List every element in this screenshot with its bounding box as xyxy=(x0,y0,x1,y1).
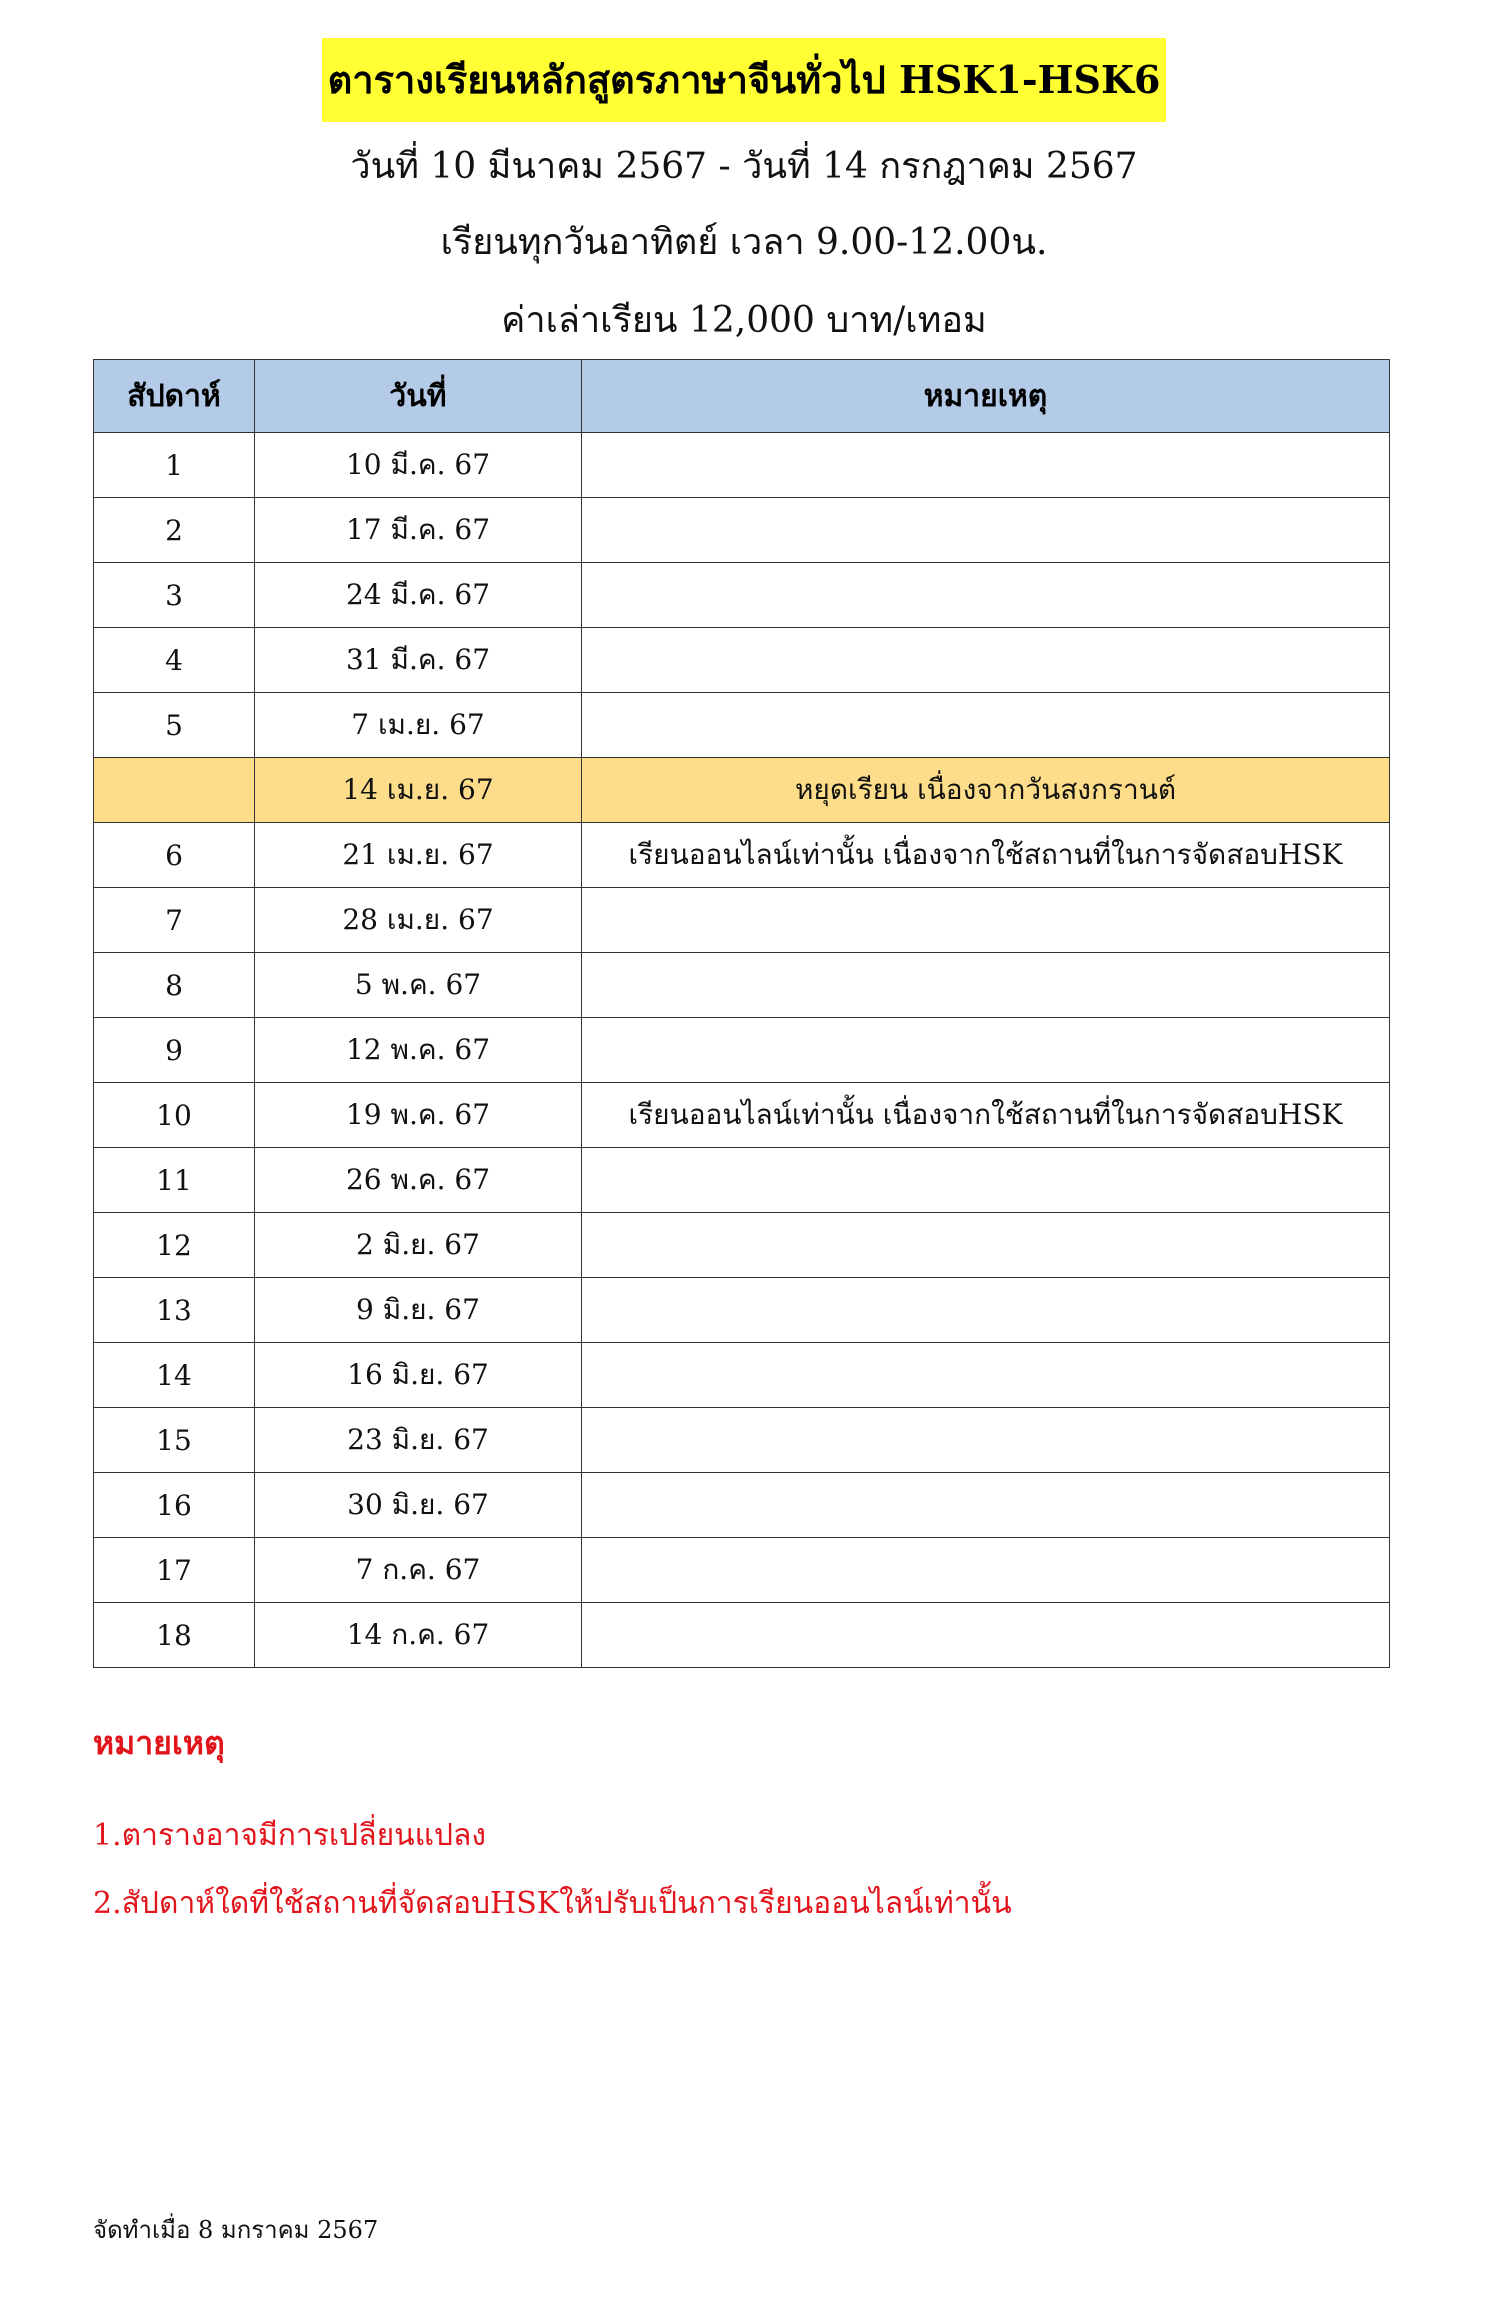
table-row xyxy=(94,1473,1390,1538)
cell-note xyxy=(582,1213,1390,1278)
cell-note xyxy=(582,498,1390,563)
cell-week: 15 xyxy=(94,1408,255,1473)
cell-week: 12 xyxy=(94,1213,255,1278)
cell-week: 6 xyxy=(94,823,255,888)
table-row xyxy=(94,1603,1390,1668)
table-row xyxy=(94,1148,1390,1213)
cell-week: 9 xyxy=(94,1018,255,1083)
cell-note xyxy=(582,433,1390,498)
table-row xyxy=(94,498,1390,563)
cell-note xyxy=(582,1343,1390,1408)
cell-date: 2 มิ.ย. 67 xyxy=(255,1213,582,1278)
cell-date: 14 เม.ย. 67 xyxy=(255,758,582,823)
cell-date: 31 มี.ค. 67 xyxy=(255,628,582,693)
cell-week: 3 xyxy=(94,563,255,628)
column-header-note: หมายเหตุ xyxy=(582,360,1390,433)
table-row xyxy=(94,1278,1390,1343)
cell-note xyxy=(582,1148,1390,1213)
cell-date: 12 พ.ค. 67 xyxy=(255,1018,582,1083)
cell-note xyxy=(582,888,1390,953)
cell-date: 26 พ.ค. 67 xyxy=(255,1148,582,1213)
cell-note: เรียนออนไลน์เท่านั้น เนื่องจากใช้สถานที่ในการจัดสอบHSK xyxy=(582,1083,1390,1148)
table-row xyxy=(94,1343,1390,1408)
schedule-table-body xyxy=(94,433,1390,1668)
cell-week: 18 xyxy=(94,1603,255,1668)
table-row xyxy=(94,1213,1390,1278)
table-row xyxy=(94,1018,1390,1083)
cell-week: 5 xyxy=(94,693,255,758)
tuition-fee: ค่าเล่าเรียน 12,000 บาท/เทอม xyxy=(501,300,987,341)
cell-note xyxy=(582,1018,1390,1083)
cell-note xyxy=(582,563,1390,628)
schedule-table xyxy=(93,359,1390,1668)
cell-week: 17 xyxy=(94,1538,255,1603)
created-date: จัดทำเมื่อ 8 มกราคม 2567 xyxy=(93,2216,379,2244)
cell-date: 16 มิ.ย. 67 xyxy=(255,1343,582,1408)
cell-date: 19 พ.ค. 67 xyxy=(255,1083,582,1148)
table-row xyxy=(94,563,1390,628)
cell-note xyxy=(582,693,1390,758)
cell-date: 10 มี.ค. 67 xyxy=(255,433,582,498)
cell-date: 28 เม.ย. 67 xyxy=(255,888,582,953)
cell-date: 7 เม.ย. 67 xyxy=(255,693,582,758)
table-row xyxy=(94,628,1390,693)
table-row xyxy=(94,1538,1390,1603)
cell-note xyxy=(582,1473,1390,1538)
class-time: เรียนทุกวันอาทิตย์ เวลา 9.00-12.00น. xyxy=(440,222,1048,263)
cell-date: 21 เม.ย. 67 xyxy=(255,823,582,888)
cell-week: 10 xyxy=(94,1083,255,1148)
title-wrapper xyxy=(0,38,1488,122)
cell-note: หยุดเรียน เนื่องจากวันสงกรานต์ xyxy=(582,758,1390,823)
cell-date: 17 มี.ค. 67 xyxy=(255,498,582,563)
column-header-week: สัปดาห์ xyxy=(94,360,255,433)
table-row xyxy=(94,433,1390,498)
table-row xyxy=(94,953,1390,1018)
cell-week: 11 xyxy=(94,1148,255,1213)
course-period: วันที่ 10 มีนาคม 2567 - วันที่ 14 กรกฎาคม 2567 xyxy=(350,146,1138,187)
cell-week: 1 xyxy=(94,433,255,498)
table-row xyxy=(94,1083,1390,1148)
cell-week: 13 xyxy=(94,1278,255,1343)
cell-date: 30 มิ.ย. 67 xyxy=(255,1473,582,1538)
cell-week: 2 xyxy=(94,498,255,563)
table-row xyxy=(94,823,1390,888)
cell-week: 16 xyxy=(94,1473,255,1538)
cell-note xyxy=(582,628,1390,693)
table-row xyxy=(94,888,1390,953)
cell-week: 14 xyxy=(94,1343,255,1408)
note-item-2: 2.สัปดาห์ใดที่ใช้สถานที่จัดสอบHSKให้ปรับเป็นการเรียนออนไลน์เท่านั้น xyxy=(93,1886,1012,1921)
cell-note xyxy=(582,1408,1390,1473)
cell-date: 5 พ.ค. 67 xyxy=(255,953,582,1018)
note-item-1: 1.ตารางอาจมีการเปลี่ยนแปลง xyxy=(93,1818,487,1853)
notes-heading: หมายเหตุ xyxy=(93,1724,225,1762)
cell-date: 23 มิ.ย. 67 xyxy=(255,1408,582,1473)
cell-note: เรียนออนไลน์เท่านั้น เนื่องจากใช้สถานที่ในการจัดสอบHSK xyxy=(582,823,1390,888)
cell-week: 7 xyxy=(94,888,255,953)
cell-note xyxy=(582,1278,1390,1343)
cell-date: 24 มี.ค. 67 xyxy=(255,563,582,628)
table-row xyxy=(94,693,1390,758)
cell-date: 9 มิ.ย. 67 xyxy=(255,1278,582,1343)
cell-date: 14 ก.ค. 67 xyxy=(255,1603,582,1668)
cell-week xyxy=(94,758,255,823)
table-row xyxy=(94,758,1390,823)
table-row xyxy=(94,1408,1390,1473)
cell-date: 7 ก.ค. 67 xyxy=(255,1538,582,1603)
cell-note xyxy=(582,953,1390,1018)
page-title: ตารางเรียนหลักสูตรภาษาจีนทั่วไป HSK1-HSK6 xyxy=(322,38,1167,122)
cell-note xyxy=(582,1603,1390,1668)
cell-week: 4 xyxy=(94,628,255,693)
cell-week: 8 xyxy=(94,953,255,1018)
cell-note xyxy=(582,1538,1390,1603)
column-header-date: วันที่ xyxy=(255,360,582,433)
table-header-row xyxy=(94,360,1390,433)
